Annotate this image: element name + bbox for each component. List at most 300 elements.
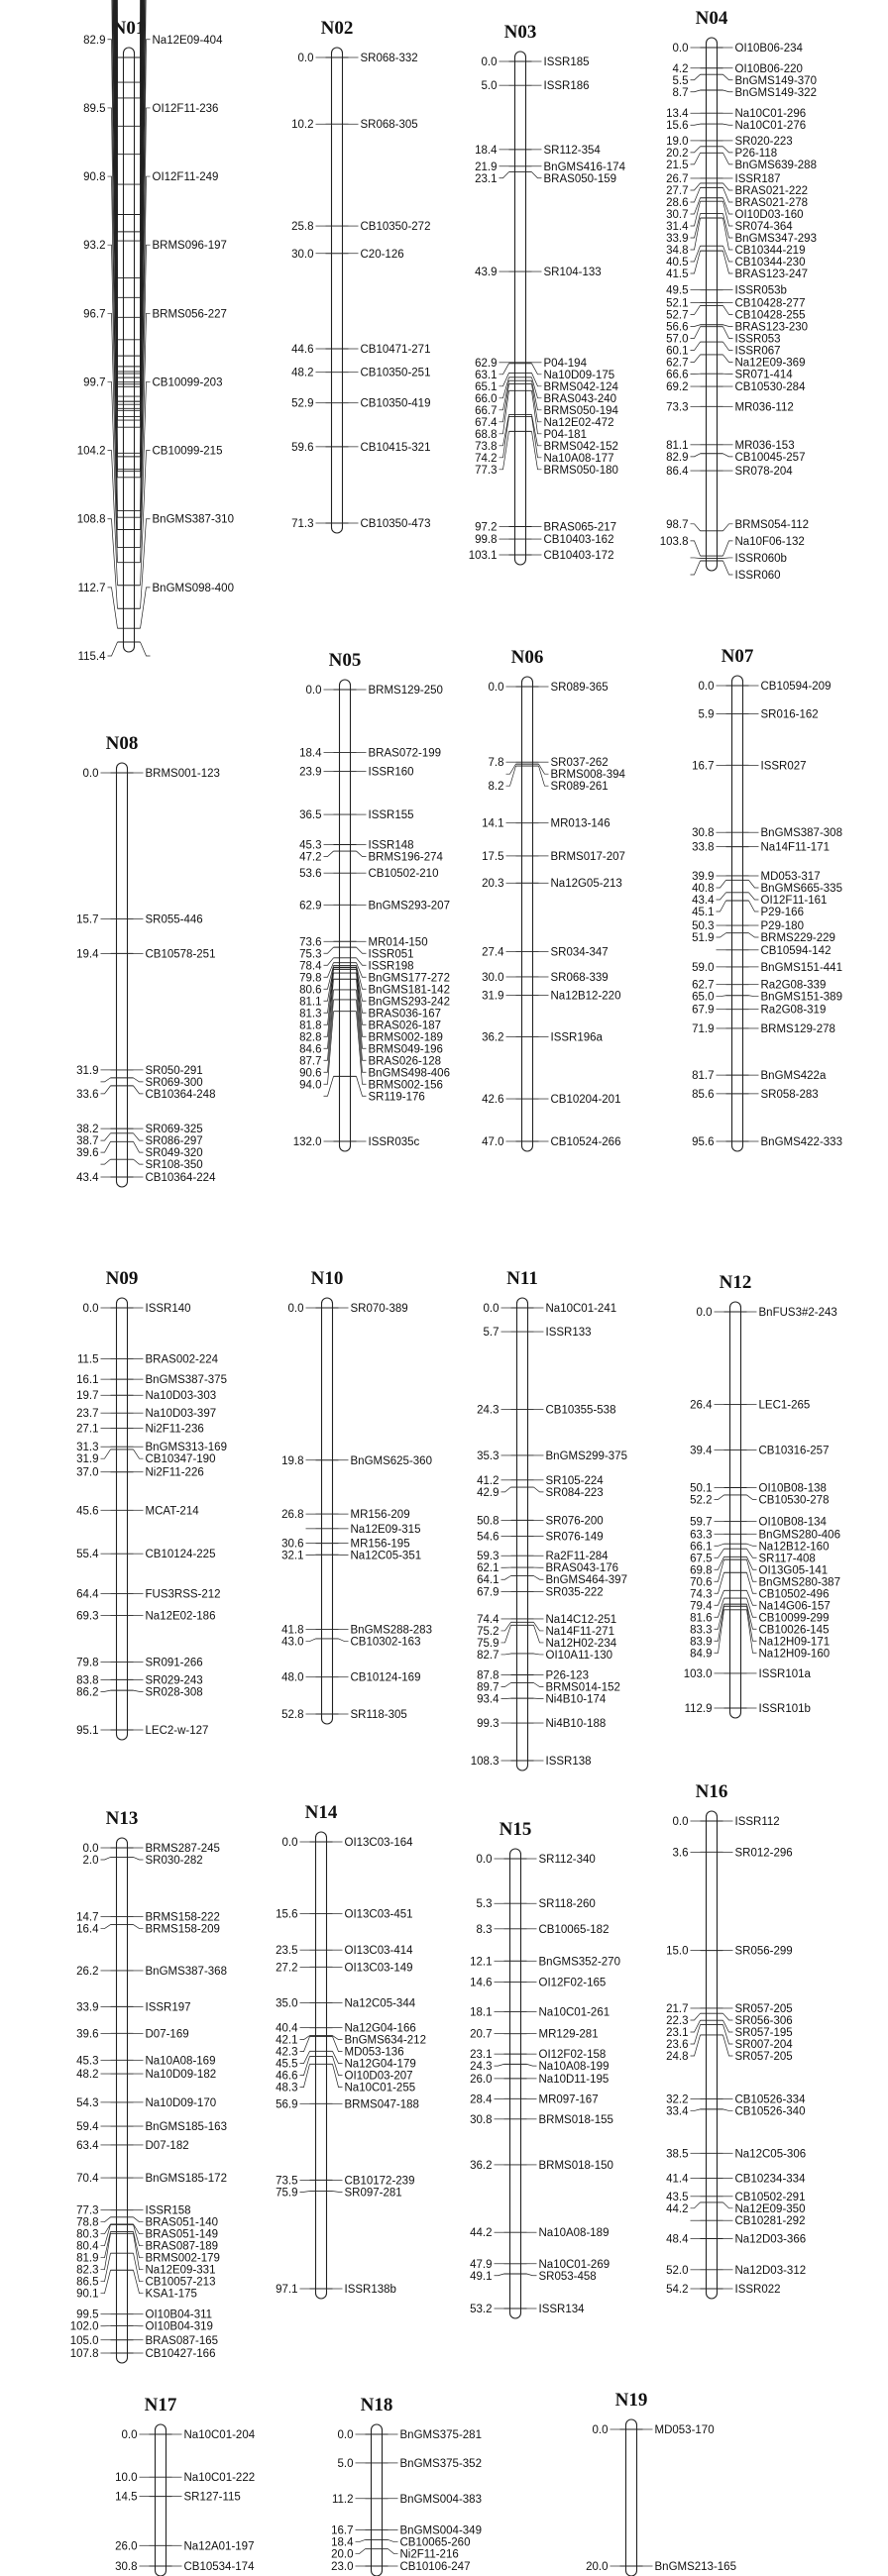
marker-name: BnGMS293-207 [368, 900, 450, 912]
marker-name: CB10204-201 [550, 1094, 621, 1107]
marker-name: CB10344-230 [734, 256, 806, 268]
marker-leader [723, 558, 733, 559]
marker-position: 73.8 [475, 440, 498, 453]
marker-position: 97.2 [475, 521, 498, 534]
marker-position: 87.8 [477, 1669, 500, 1682]
marker-position: 54.3 [76, 2096, 99, 2109]
position-leader [715, 1572, 724, 1593]
marker-position: 21.7 [666, 2002, 689, 2015]
marker-name: P04-181 [543, 428, 587, 441]
marker-position: 80.6 [299, 984, 322, 997]
marker-name: CB10234-334 [734, 2173, 806, 2186]
marker-name: SR029-243 [145, 1674, 203, 1687]
marker-position: 5.0 [481, 80, 498, 93]
chromosome-title: N17 [144, 2395, 177, 2415]
marker-name: Na12E09-350 [734, 2202, 806, 2215]
marker-position: 47.9 [470, 2258, 493, 2271]
marker-position: 62.9 [299, 900, 322, 912]
marker-position: 89.7 [477, 1681, 500, 1694]
marker-name: BRMS042-152 [543, 440, 618, 453]
marker-position: 79.8 [299, 972, 322, 985]
position-leader [691, 124, 701, 125]
marker-leader [723, 183, 733, 190]
marker-position: 69.8 [690, 1564, 713, 1577]
marker-name: ISSR187 [734, 172, 781, 185]
marker-name: ISSR022 [734, 2284, 781, 2296]
marker-name: Ni4B10-188 [545, 1718, 607, 1731]
marker-name: BnGMS177-272 [368, 972, 450, 985]
marker-name: Na12G05-213 [550, 878, 622, 891]
marker-position: 49.5 [666, 284, 689, 297]
marker-position: 32.2 [666, 2093, 689, 2106]
chromosome-n17 [115, 2395, 256, 2576]
marker-position: 0.0 [696, 1307, 713, 1319]
marker-leader [723, 325, 733, 327]
marker-name: OI13C03-414 [344, 1945, 413, 1958]
marker-name: MD053-170 [654, 2424, 715, 2436]
marker-leader [333, 2056, 343, 2075]
marker-position: 75.9 [276, 2187, 298, 2200]
marker-name: MR036-153 [734, 439, 795, 452]
marker-position: 4.2 [672, 62, 689, 75]
marker-position: 40.8 [692, 882, 715, 895]
marker-name: ISSR196a [550, 1031, 603, 1044]
marker-name: MD053-136 [344, 2046, 404, 2059]
marker-name: CB10403-172 [543, 550, 614, 562]
marker-name: ISSR158 [145, 2204, 191, 2217]
marker-position: 53.6 [299, 868, 322, 881]
position-leader [101, 1159, 111, 1164]
marker-name: CB10530-278 [758, 1494, 830, 1507]
marker-name: Ra2G08-339 [760, 979, 827, 992]
marker-position: 5.9 [698, 708, 715, 721]
marker-position: 24.3 [470, 2061, 493, 2074]
marker-position: 48.3 [276, 2082, 298, 2094]
marker-position: 47.0 [482, 1136, 504, 1148]
marker-name: SR108-350 [145, 1159, 203, 1172]
chromosome-title: N03 [503, 22, 537, 43]
marker-name: ISSR134 [538, 2304, 585, 2315]
marker-position: 42.9 [477, 1486, 500, 1499]
marker-name: BRAS087-165 [145, 2334, 219, 2347]
marker-name: BRMS129-278 [760, 1022, 835, 1035]
marker-name: Ni2F11-226 [145, 1466, 204, 1479]
marker-name: BRMS158-209 [145, 1923, 220, 1936]
marker-position: 81.9 [76, 2252, 99, 2265]
marker-leader [134, 1857, 144, 1860]
marker-position: 0.0 [337, 2429, 354, 2441]
position-leader [717, 893, 726, 900]
position-leader [495, 2064, 504, 2066]
marker-position: 26.4 [690, 1399, 713, 1412]
marker-leader [534, 1683, 544, 1687]
marker-name: BnGMS004-349 [399, 2524, 482, 2537]
marker-position: 48.0 [281, 1671, 304, 1684]
marker-name: CB10526-340 [734, 2105, 806, 2118]
marker-position: 0.0 [476, 1854, 493, 1866]
marker-leader [723, 355, 733, 363]
marker-position: 56.6 [666, 321, 689, 334]
marker-name: BnGMS375-281 [399, 2429, 482, 2441]
marker-position: 78.8 [76, 2216, 99, 2229]
chromosome-title: N11 [506, 1268, 538, 1289]
chromosome-title: N10 [310, 1268, 344, 1289]
marker-name: BnGMS151-441 [760, 961, 842, 974]
marker-position: 75.3 [299, 948, 322, 961]
marker-position: 45.6 [76, 1505, 99, 1518]
marker-position: 26.0 [470, 2073, 493, 2086]
chromosome-bar [340, 680, 351, 1151]
marker-name: ISSR053b [734, 284, 787, 297]
marker-name: BnGMS422-333 [760, 1136, 842, 1148]
marker-position: 67.5 [690, 1553, 713, 1565]
marker-position: 93.2 [83, 240, 106, 253]
marker-leader [134, 1690, 144, 1691]
marker-name: ISSR197 [145, 2001, 191, 2014]
marker-name: SR089-261 [550, 781, 609, 794]
chromosome-n14 [276, 1802, 426, 2299]
marker-position: 33.4 [666, 2105, 689, 2118]
chromosome-bar [707, 38, 718, 571]
marker-position: 63.1 [475, 369, 498, 381]
chromosome-n11 [471, 1268, 627, 1771]
marker-name: BnGMS352-270 [538, 1956, 620, 1969]
marker-name: BRAS050-159 [543, 172, 617, 185]
marker-position: 62.1 [477, 1562, 500, 1575]
marker-name: SR074-364 [734, 220, 793, 233]
marker-name: CB10403-162 [543, 534, 614, 547]
marker-position: 14.1 [482, 817, 504, 830]
marker-name: SR086-297 [145, 1135, 203, 1148]
marker-position: 10.0 [115, 2472, 138, 2485]
marker-name: ISSR185 [543, 56, 590, 68]
marker-name: CB10172-239 [344, 2175, 415, 2188]
marker-position: 16.1 [76, 1374, 99, 1387]
marker-position: 19.7 [76, 1390, 99, 1403]
marker-position: 65.1 [475, 380, 498, 393]
marker-leader [134, 1133, 144, 1140]
marker-name: SR055-446 [145, 913, 203, 926]
marker-position: 95.6 [692, 1136, 715, 1148]
position-leader [691, 153, 701, 164]
marker-position: 38.2 [76, 1124, 99, 1136]
marker-name: SR020-223 [734, 135, 793, 148]
marker-position: 80.4 [76, 2240, 99, 2253]
marker-name: BRAS051-140 [145, 2216, 219, 2229]
marker-name: BRAS043-240 [543, 392, 617, 405]
marker-position: 71.9 [692, 1022, 715, 1035]
marker-name: OI12F11-249 [152, 171, 219, 184]
marker-position: 56.9 [276, 2098, 298, 2111]
marker-name: SR068-305 [360, 119, 418, 132]
marker-name: ISSR198 [368, 960, 414, 973]
marker-leader [527, 2064, 537, 2066]
marker-position: 23.9 [299, 766, 322, 779]
marker-name: ISSR133 [545, 1327, 592, 1340]
marker-name: CB10594-142 [760, 944, 832, 957]
marker-name: SR037-262 [550, 757, 609, 770]
marker-position: 51.9 [692, 932, 715, 945]
position-leader [101, 1449, 111, 1458]
marker-leader [388, 2549, 398, 2554]
marker-name: P29-166 [760, 906, 804, 918]
marker-leader [723, 153, 733, 164]
marker-position: 103.1 [468, 550, 498, 562]
marker-position: 23.7 [76, 1408, 99, 1421]
marker-position: 79.4 [690, 1600, 713, 1613]
marker-position: 30.7 [666, 208, 689, 221]
marker-leader [723, 561, 733, 575]
marker-name: Na10C01-255 [344, 2082, 416, 2094]
marker-name: BRMS056-227 [152, 308, 227, 321]
marker-position: 81.7 [692, 1070, 715, 1083]
marker-leader [134, 2217, 144, 2222]
marker-position: 81.1 [299, 996, 322, 1009]
position-leader [108, 642, 118, 656]
chromosome-bar [510, 1849, 521, 2318]
marker-name: SR104-133 [543, 267, 602, 279]
chromosome-bar [626, 2419, 637, 2576]
marker-leader [723, 187, 733, 202]
marker-leader [388, 2539, 398, 2541]
marker-name: Na14C12-251 [545, 1613, 617, 1626]
chromosome-bar [332, 48, 343, 533]
chromosome-n15 [470, 1819, 620, 2318]
chromosome-bar [117, 1298, 128, 1740]
marker-position: 0.0 [287, 1303, 304, 1315]
marker-position: 69.2 [666, 381, 689, 394]
marker-leader [723, 251, 733, 273]
marker-position: 66.7 [475, 404, 498, 417]
marker-position: 21.9 [475, 161, 498, 173]
marker-position: 67.4 [475, 416, 498, 429]
marker-name: CB10347-190 [145, 1453, 216, 1466]
marker-name: FUS3RSS-212 [145, 1588, 221, 1601]
marker-name: D07-169 [145, 2028, 189, 2041]
position-leader [691, 251, 701, 273]
marker-position: 104.2 [76, 445, 106, 458]
position-leader [691, 147, 701, 153]
marker-leader [723, 246, 733, 262]
marker-position: 8.7 [672, 86, 689, 99]
marker-name: BRMS014-152 [545, 1681, 620, 1694]
marker-position: 93.4 [477, 1693, 500, 1706]
marker-leader [749, 933, 759, 937]
marker-position: 54.6 [477, 1531, 500, 1544]
marker-position: 12.1 [470, 1956, 493, 1969]
chromosome-title: N08 [105, 733, 139, 754]
marker-name: P26-118 [734, 147, 778, 160]
marker-position: 74.3 [690, 1588, 713, 1601]
marker-name: CB10428-277 [734, 297, 806, 310]
marker-name: SR053-458 [538, 2270, 597, 2283]
marker-name: CB10355-538 [545, 1404, 616, 1417]
marker-position: 74.4 [477, 1613, 500, 1626]
marker-name: Na12E09-331 [145, 2264, 216, 2277]
marker-position: 90.8 [83, 171, 106, 184]
marker-name: BRAS123-230 [734, 321, 809, 334]
marker-name: SR117-408 [758, 1553, 816, 1565]
marker-position: 57.0 [666, 333, 689, 346]
marker-position: 66.6 [666, 369, 689, 381]
position-leader [101, 1133, 111, 1140]
marker-position: 81.1 [666, 439, 689, 452]
marker-name: P29-180 [760, 920, 804, 933]
marker-name: SR076-200 [545, 1515, 604, 1528]
marker-position: 84.6 [299, 1043, 322, 1056]
marker-position: 82.9 [83, 34, 106, 47]
marker-position: 46.6 [276, 2070, 298, 2083]
marker-name: Na10C01-276 [734, 120, 807, 133]
marker-position: 43.0 [281, 1636, 304, 1649]
marker-name: BRAS087-189 [145, 2240, 219, 2253]
marker-position: 30.6 [281, 1538, 304, 1551]
marker-position: 73.3 [666, 401, 689, 414]
marker-position: 65.0 [692, 991, 715, 1004]
marker-leader [747, 1572, 757, 1593]
chromosome-bar [316, 1832, 327, 2299]
chromosome-n03 [469, 22, 626, 565]
marker-name: Na12E09-404 [152, 34, 223, 47]
marker-name: MR036-112 [734, 401, 794, 414]
marker-name: CB10302-163 [350, 1636, 421, 1649]
marker-leader [534, 1625, 544, 1643]
marker-name: ISSR060b [734, 552, 787, 565]
marker-name: BnGMS387-375 [145, 1374, 227, 1387]
marker-name: BnGMS387-368 [145, 1965, 227, 1978]
position-leader [495, 2274, 504, 2276]
marker-name: BnGMS387-308 [760, 827, 842, 840]
marker-name: BRAS072-199 [368, 747, 442, 760]
marker-name: BRMS229-229 [760, 932, 835, 945]
marker-position: 63.3 [690, 1529, 713, 1542]
marker-position: 22.3 [666, 2014, 689, 2027]
marker-leader [723, 147, 733, 153]
marker-name: CB10578-251 [145, 948, 216, 961]
marker-position: 50.3 [692, 920, 715, 933]
marker-position: 19.0 [666, 135, 689, 148]
chromosome-title: N02 [320, 18, 354, 39]
position-leader [691, 187, 701, 202]
marker-name: Na12E09-315 [350, 1523, 421, 1536]
chromosome-bar [517, 1298, 528, 1771]
position-leader [691, 2013, 701, 2020]
position-leader [691, 561, 701, 575]
marker-position: 67.9 [692, 1004, 715, 1017]
marker-name: BnGMS634-212 [344, 2034, 426, 2047]
position-leader [324, 851, 334, 856]
marker-position: 11.5 [76, 1353, 99, 1366]
marker-position: 99.7 [83, 376, 106, 389]
position-leader [691, 325, 701, 327]
marker-position: 45.5 [276, 2058, 298, 2071]
marker-name: BnGMS422a [760, 1070, 827, 1083]
marker-name: KSA1-175 [145, 2288, 197, 2301]
marker-position: 28.4 [470, 2093, 493, 2106]
marker-name: BRMS008-394 [550, 769, 625, 782]
marker-name: SR071-414 [734, 369, 793, 381]
position-leader [101, 1925, 111, 1929]
marker-name: D07-182 [145, 2139, 189, 2152]
marker-name: BnGMS625-360 [350, 1454, 432, 1467]
marker-position: 30.0 [291, 248, 314, 261]
marker-name: OI12F02-165 [538, 1977, 607, 1989]
marker-name: Ra2F11-284 [545, 1551, 609, 1563]
marker-position: 15.7 [76, 913, 99, 926]
marker-leader [539, 764, 549, 774]
chromosome-n10 [281, 1268, 432, 1724]
marker-name: LEC2-w-127 [145, 1725, 209, 1737]
marker-position: 70.4 [76, 2173, 99, 2186]
marker-name: BnGMS665-335 [760, 882, 842, 895]
marker-leader [357, 958, 367, 965]
marker-leader [532, 373, 542, 385]
marker-position: 84.9 [690, 1648, 713, 1661]
position-leader [101, 2217, 111, 2222]
marker-position: 59.6 [291, 441, 314, 454]
marker-position: 40.5 [666, 256, 689, 268]
marker-name: BRAS021-278 [734, 196, 809, 209]
marker-name: ISSR138 [545, 1756, 592, 1768]
marker-name: CB10502-210 [368, 868, 439, 881]
marker-position: 99.3 [477, 1718, 500, 1731]
position-leader [717, 901, 726, 912]
position-leader [715, 1549, 724, 1557]
marker-position: 66.0 [475, 392, 498, 405]
chromosome-n13 [70, 1808, 227, 2363]
marker-position: 0.0 [82, 768, 99, 780]
marker-name: SR057-205 [734, 2050, 793, 2063]
marker-name: ISSR148 [368, 839, 414, 852]
position-leader [501, 1683, 511, 1687]
position-leader [691, 342, 701, 350]
marker-name: Na12C05-306 [734, 2148, 807, 2161]
marker-name: CB10502-291 [734, 2191, 806, 2203]
marker-position: 75.9 [477, 1637, 500, 1650]
marker-position: 43.9 [475, 267, 498, 279]
position-leader [691, 454, 701, 457]
marker-position: 82.7 [477, 1649, 500, 1662]
marker-position: 39.6 [76, 2028, 99, 2041]
marker-position: 27.7 [666, 184, 689, 197]
marker-position: 36.2 [470, 2159, 493, 2172]
marker-name: CB10281-292 [734, 2215, 806, 2228]
marker-name: Na10D09-170 [145, 2096, 217, 2109]
marker-position: 62.7 [692, 979, 715, 992]
marker-position: 41.5 [666, 268, 689, 280]
marker-position: 39.9 [692, 870, 715, 883]
position-leader [300, 2056, 310, 2075]
marker-name: SR069-300 [145, 1076, 203, 1089]
marker-position: 115.4 [77, 651, 106, 663]
chromosome-bar [322, 1298, 333, 1724]
marker-position: 68.8 [475, 428, 498, 441]
marker-name: BnGMS181-142 [368, 984, 450, 997]
marker-name: SR057-205 [734, 2002, 793, 2015]
marker-position: 33.9 [666, 232, 689, 245]
marker-leader [534, 1575, 544, 1579]
marker-position: 112.9 [684, 1703, 713, 1715]
marker-position: 31.9 [76, 1064, 99, 1077]
marker-name: BnGMS288-283 [350, 1624, 432, 1637]
marker-leader [723, 74, 733, 80]
marker-name: CB10026-145 [758, 1624, 830, 1637]
marker-leader [134, 1925, 144, 1929]
marker-position: 86.2 [76, 1686, 99, 1699]
marker-position: 69.3 [76, 1610, 99, 1623]
marker-name: BnGMS149-370 [734, 74, 817, 87]
marker-name: Ni2F11-236 [145, 1423, 204, 1436]
